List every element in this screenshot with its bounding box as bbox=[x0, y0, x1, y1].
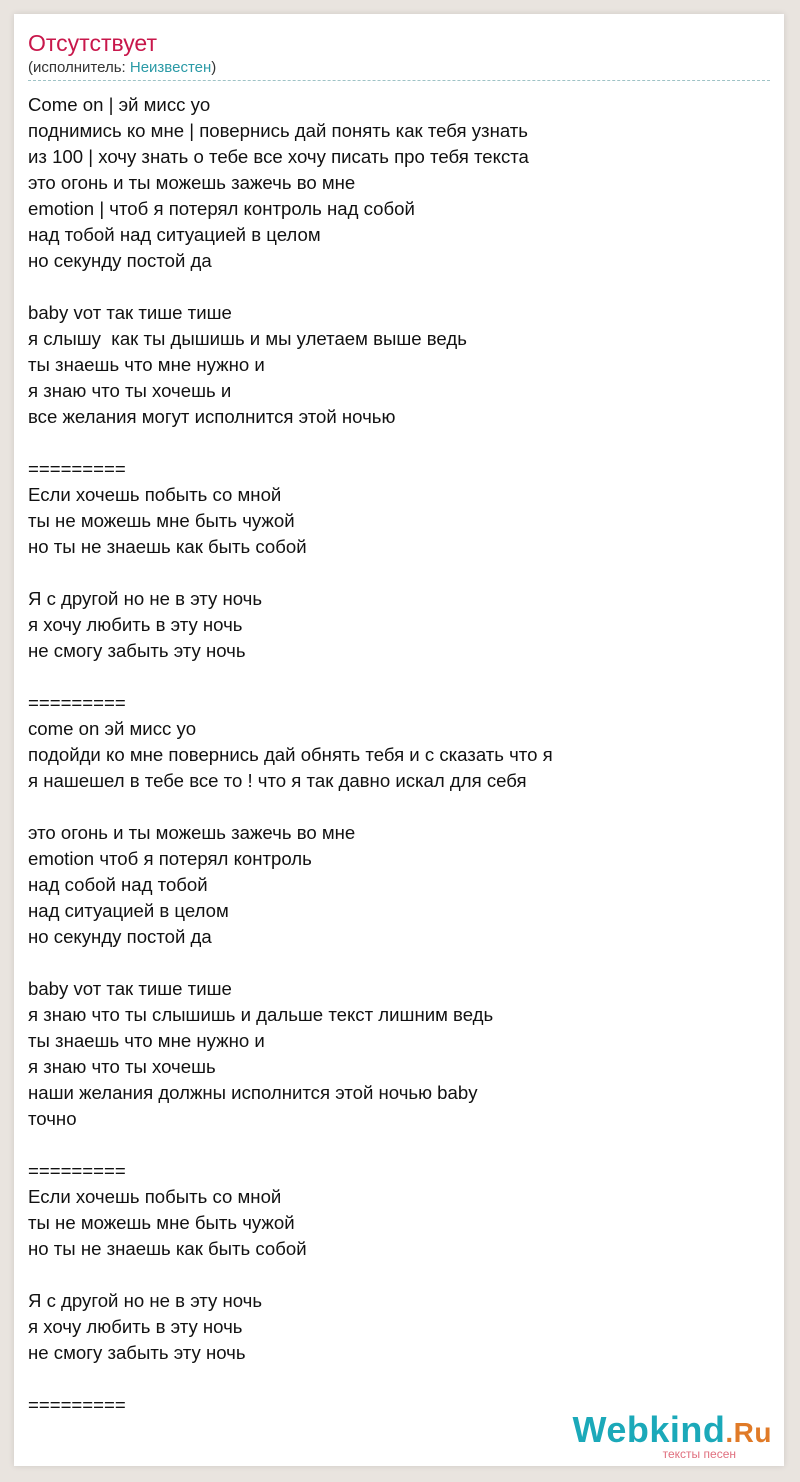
lyric-line: я знаю что ты хочешь bbox=[28, 1056, 216, 1077]
lyric-line: Я с другой но не в эту ночь bbox=[28, 1290, 263, 1311]
lyric-line: ты не можешь мне быть чужой bbox=[28, 1212, 295, 1233]
lyric-line: это огонь и ты можешь зажечь во мне bbox=[28, 822, 356, 843]
lyric-line bbox=[28, 1366, 780, 1392]
lyric-line: Если хочешь побыть со мной bbox=[28, 1186, 282, 1207]
lyric-line: над тобой над ситуацией в целом bbox=[28, 224, 321, 245]
song-header bbox=[28, 28, 770, 81]
lyric-line: я знаю что ты слышишь и дальше текст лишним ведь bbox=[28, 1004, 494, 1025]
lyric-line: emotion чтоб я потерял контроль bbox=[28, 848, 312, 869]
lyric-line: ты знаешь что мне нужно и bbox=[28, 1030, 265, 1051]
logo-main-text: Webkind bbox=[572, 1409, 726, 1450]
lyric-line: come on эй мисс yo bbox=[28, 718, 197, 739]
artist-prefix: (исполнитель: bbox=[28, 59, 130, 76]
lyric-line: над собой над тобой bbox=[28, 874, 208, 895]
lyric-line bbox=[28, 1132, 780, 1158]
lyric-line: точно bbox=[28, 1108, 77, 1129]
song-title: Отсутствует bbox=[28, 30, 157, 56]
lyric-line: я слышу как ты дышишь и мы улетаем выше ведь bbox=[28, 328, 467, 349]
lyrics-body bbox=[28, 92, 780, 1418]
lyric-line: все желания могут исполнится этой ночью bbox=[28, 406, 396, 427]
lyric-line: но ты не знаешь как быть собой bbox=[28, 1238, 307, 1259]
lyric-line: ты не можешь мне быть чужой bbox=[28, 510, 295, 531]
lyric-line: из 100 | хочу знать о тебе все хочу писать про тебя текста bbox=[28, 146, 529, 167]
lyric-line: это огонь и ты можешь зажечь во мне bbox=[28, 172, 356, 193]
lyric-line: я нашешел в тебе все то ! что я так давно искал для себя bbox=[28, 770, 527, 791]
lyric-line: но секунду постой да bbox=[28, 926, 212, 947]
lyric-line: не смогу забыть эту ночь bbox=[28, 1342, 246, 1363]
artist-line bbox=[28, 58, 770, 81]
lyric-line: Если хочешь побыть со мной bbox=[28, 484, 282, 505]
lyric-line bbox=[28, 794, 780, 820]
lyric-line: Я с другой но не в эту ночь bbox=[28, 588, 263, 609]
site-logo[interactable] bbox=[573, 1410, 772, 1461]
lyric-line bbox=[28, 664, 780, 690]
lyric-line: подойди ко мне повернись дай обнять тебя и с сказать что я bbox=[28, 744, 553, 765]
lyric-line bbox=[28, 560, 780, 586]
lyric-line bbox=[28, 1262, 780, 1288]
lyric-line: baby vот так тише тише bbox=[28, 978, 232, 999]
lyric-line: поднимись ко мне | повернись дай понять как тебя узнать bbox=[28, 120, 528, 141]
lyric-line bbox=[28, 950, 780, 976]
lyric-line: emotion | чтоб я потерял контроль над собой bbox=[28, 198, 415, 219]
lyric-line: ========= bbox=[28, 692, 126, 713]
lyric-line bbox=[28, 430, 780, 456]
lyric-line: не смогу забыть эту ночь bbox=[28, 640, 246, 661]
logo-suffix: .Ru bbox=[725, 1417, 772, 1448]
lyric-line: над ситуацией в целом bbox=[28, 900, 229, 921]
lyric-line: Come on | эй мисс yo bbox=[28, 94, 211, 115]
lyric-line: ========= bbox=[28, 1160, 126, 1181]
logo-subtitle: тексты песен bbox=[662, 1447, 736, 1461]
lyric-line bbox=[28, 274, 780, 300]
lyric-line: я хочу любить в эту ночь bbox=[28, 1316, 243, 1337]
lyric-line: но ты не знаешь как быть собой bbox=[28, 536, 307, 557]
lyric-line: я хочу любить в эту ночь bbox=[28, 614, 243, 635]
artist-link[interactable]: Неизвестен bbox=[129, 59, 212, 76]
lyric-line: ты знаешь что мне нужно и bbox=[28, 354, 265, 375]
lyric-line: но секунду постой да bbox=[28, 250, 212, 271]
lyric-line: ========= bbox=[28, 1394, 126, 1415]
lyric-line: baby vот так тише тише bbox=[28, 302, 232, 323]
lyric-line: я знаю что ты хочешь и bbox=[28, 380, 232, 401]
artist-suffix: ) bbox=[211, 59, 217, 76]
lyric-line: наши желания должны исполнится этой ночью baby bbox=[28, 1082, 478, 1103]
lyric-line: ========= bbox=[28, 458, 126, 479]
